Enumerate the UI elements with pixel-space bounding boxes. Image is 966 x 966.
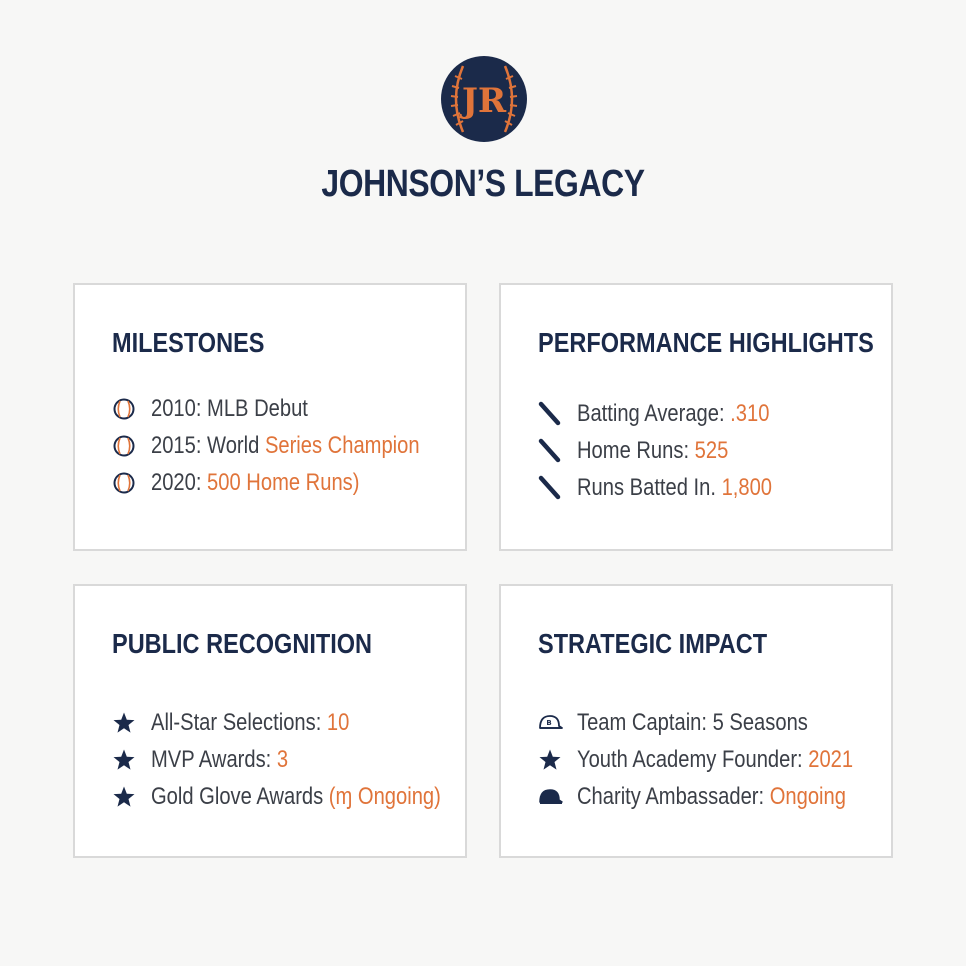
list-item: 2010: MLB Debut: [111, 390, 471, 427]
card-title: PERFORMANCE HIGHLIGHTS: [538, 327, 874, 358]
public-recognition-card: [73, 584, 467, 858]
jr-logo: [441, 56, 527, 142]
bat-icon: [537, 438, 563, 464]
star-icon: [111, 747, 137, 773]
card-title: MILESTONES: [112, 327, 265, 358]
list-item: Home Runs: 525: [537, 432, 809, 469]
bat-icon: [537, 401, 563, 427]
star-icon: [111, 784, 137, 810]
list-item: Charity Ambassader: Ongoing: [537, 778, 906, 815]
list-item: MVP Awards: 3: [111, 741, 496, 778]
bat-icon: [537, 475, 563, 501]
logo-monogram: JR: [461, 81, 507, 121]
list-item: Batting Average: .310: [537, 395, 809, 432]
list-item: All-Star Selections: 10: [111, 704, 496, 741]
strategic-impact-card: [499, 584, 893, 858]
performance-list: [537, 395, 809, 506]
list-item: B Team Captain: 5 Seasons: [537, 704, 906, 741]
milestones-card: [73, 283, 467, 551]
recognition-list: [111, 704, 496, 815]
list-item: Gold Glove Awards (ɱ Ongoing): [111, 778, 496, 815]
star-icon: [537, 747, 563, 773]
cap-outline-icon: [537, 710, 563, 736]
page-title: JOHNSON’S LEGACY: [321, 163, 645, 205]
impact-list: [537, 704, 906, 815]
baseball-icon: [111, 433, 137, 459]
baseball-icon: [111, 396, 137, 422]
performance-highlights-card: [499, 283, 893, 551]
list-item: Runs Batted In. 1,800: [537, 469, 809, 506]
card-title: STRATEGIC IMPACT: [538, 628, 768, 659]
svg-text:B: B: [546, 718, 552, 727]
milestones-list: [111, 390, 471, 501]
card-title: PUBLIC RECOGNITION: [112, 628, 373, 659]
list-item: Youth Academy Founder: 2021: [537, 741, 906, 778]
baseball-icon: [111, 470, 137, 496]
list-item: 2020: 500 Home Runs): [111, 464, 471, 501]
star-icon: [111, 710, 137, 736]
cap-filled-icon: [537, 784, 563, 810]
list-item: 2015: World Series Champion: [111, 427, 471, 464]
